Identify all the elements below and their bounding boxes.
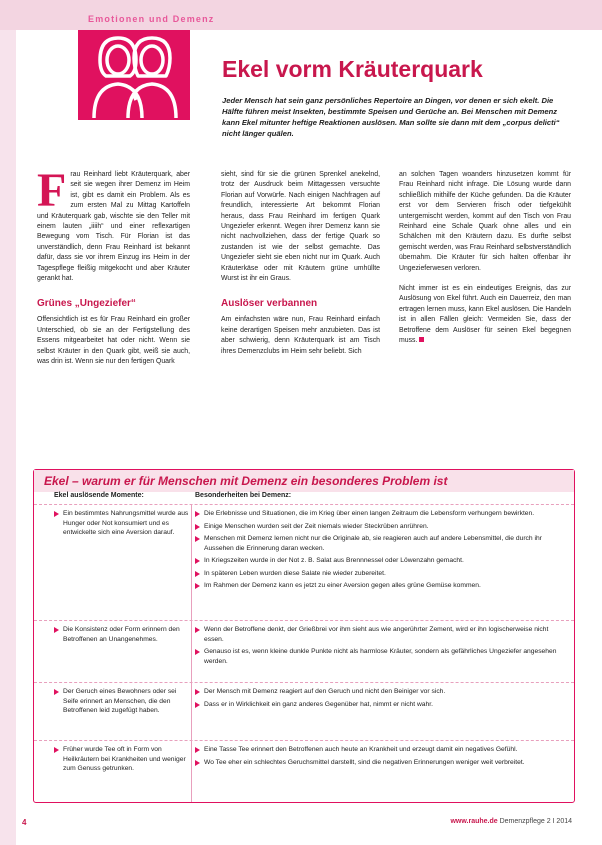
paragraph: Offensichtlich ist es für Frau Reinhard ein großer Unterschied, ob sie an der Fertigstellung des Essens mitgearbeitet hat oder nicht. Wenn sie selbst Kräuter in den Quark gibt, weiß sie auch, was drin ist. Wenn sie nur den fertigen Quark	[37, 316, 190, 366]
row-right-cell	[195, 745, 563, 770]
row-left-cell: Der Geruch eines Bewohners oder sei Seife erinnert an Menschen, die den Betroffenen leid zugefügt haben.	[54, 687, 191, 716]
paragraph: Am einfachsten wäre nun, Frau Reinhard einfach keine derartigen Speisen mehr anzubieten. Das ist aber schwierig, denn Kräuterquark ist am Tisch ihres Demenzclubs im Heim sehr beliebt. Sich	[221, 316, 380, 355]
table-row	[34, 620, 574, 683]
info-box-header	[34, 492, 574, 504]
list-item: Genauso ist es, wenn kleine dunkle Punkte nicht als harmlose Kräuter, sondern als gefährliches Ungeziefer angesehen werden.	[195, 647, 563, 666]
page-number: 4	[22, 818, 27, 827]
table-row	[34, 504, 574, 621]
text-column-2	[221, 170, 380, 357]
list-item: In späteren Leben wurden diese Salate nie wieder zubereitet.	[195, 569, 563, 579]
section-title: Emotionen und Demenz	[88, 14, 215, 24]
paragraph: sieht, sind für sie die grünen Sprenkel anekelnd, trotz der Ausdruck beim Mittagessen versuchte Florian auf Vorwürfe. Nach einigen Nachfragen auf freundlich, interessierte Art bekommt Florian heraus, dass Frau Reinhard im fertigen Quark Ungeziefer erkennt. Wegen ihrer Demenz kann sie nicht nachvollziehen, dass der fertige Quark so zustanden ist wie der selbst gemachte. Das Ungeziefer sieht sie eben nicht nur im Quark. Auch Kräuterkäse oder mit Kräutern grüne umhüllte Wurst ist ihr ein Graus.	[221, 171, 380, 283]
row-right-cell	[195, 509, 563, 594]
column-header-right: Besonderheiten bei Demenz:	[195, 492, 292, 499]
info-box	[33, 469, 575, 803]
list-item: In Kriegszeiten wurde in der Not z. B. Salat aus Brennnessel oder Löwenzahn gemacht.	[195, 556, 563, 566]
end-mark	[419, 337, 424, 342]
paragraph: rau Reinhard liebt Kräuterquark, aber seit sie wegen ihrer Demenz im Heim ist, gibt es damit ein Problem. Als es zum ersten Mal zu Mittag Kartoffeln und Kräuterquark gab, wischte sie den Teller mit einem lauten „iiiih“ und einer reflexartigen Bewegung vom Tisch. Für Florian ist das unverständlich, denn Frau Reinhard ist bekannt dafür, dass sie vor ihrem Einzug ins Heim in der Tagespflege fleißig mitgekocht und aber Kräuter gerankt hat.	[37, 171, 190, 283]
row-left-cell: Die Konsistenz oder Form erinnern den Betroffenen an Unangenehmes.	[54, 625, 191, 644]
footer-info	[450, 818, 572, 825]
row-left-cell: Ein bestimmtes Nahrungsmittel wurde aus Hunger oder Not konsumiert und es entwickelte sich eine Aversion darauf.	[54, 509, 191, 538]
table-row	[34, 740, 574, 803]
row-right-cell	[195, 625, 563, 669]
list-item: Der Mensch mit Demenz reagiert auf den Geruch und nicht den Beiniger vor sich.	[195, 687, 563, 697]
list-item: Dass er in Wirklichkeit ein ganz anderes Gegenüber hat, nimmt er nicht wahr.	[195, 700, 563, 710]
table-row	[34, 682, 574, 741]
row-left-cell: Früher wurde Tee oft in Form von Heilkräutern bei Krankheiten und weniger zum Genuss getrunken.	[54, 745, 191, 774]
paragraph-text: Nicht immer ist es ein eindeutiges Ereignis, das zur Auslösung von Ekel führt. Auch ein Dauerreiz, den man ertragen lernen muss, kann Ekel auslösen. Die Handeln ist in allen Fällen gleich: Vermeiden Sie, dass der Betroffene dem Auslöser für seinen Ekel begegnen muss.	[399, 285, 571, 345]
row-right-cell	[195, 687, 563, 712]
article-title: Ekel vorm Kräuterquark	[222, 56, 483, 82]
footer-site: www.rauhe.de	[450, 818, 498, 825]
column-header-left: Ekel auslösende Momente:	[54, 492, 144, 499]
list-item: Einige Menschen wurden seit der Zeit niemals wieder Steckrüben anrühren.	[195, 522, 563, 532]
list-item: Die Erlebnisse und Situationen, die im Krieg über einen langen Zeitraum die Lebensform verhungern bewirkten.	[195, 509, 563, 519]
list-item: Eine Tasse Tee erinnert den Betroffenen auch heute an Krankheit und erzeugt damit ein negatives Gefühl.	[195, 745, 563, 755]
article-intro: Jeder Mensch hat sein ganz persönliches Repertoire an Dingen, vor denen er sich ekelt. Die Hälfte führen meist Insekten, bestimmte Speisen und Gerüche an. Bei Menschen mit Demenz kann Ekel mitunter heftige Reaktionen auslösen. Man sollte sie dann mit dem „corpus delicti“ nicht länger quälen.	[222, 96, 560, 138]
info-box-title: Ekel – warum er für Menschen mit Demenz ein besonderes Problem ist	[44, 474, 448, 488]
footer-magazine: Demenzpflege 2 I 2014	[499, 818, 572, 825]
info-box-title-bar	[34, 470, 574, 492]
list-item: Im Rahmen der Demenz kann es jetzt zu einer Aversion gegen alles grüne Gemüse kommen.	[195, 581, 563, 591]
paragraph: an solchen Tagen woanders hinzusetzen kommt für Frau Reinhard nicht infrage. Die Lösung wurde dann schließlich mithilfe der Küche gefunden. Da die Kräuter erst vor dem Servieren frisch oder tiefgekühlt untergemischt werden, kommt auf den Tisch von Frau Reinhard eine Schale Quark ohne alles und ein Schälchen mit den Kräutern dazu. Es durfte selbst gemischt werden, was Frau Reinhard selbstverständlich übernahm. Die Kräuter für sich halten offenbar ihr Ungezieferwesen verloren.	[399, 171, 571, 272]
list-item: Wenn der Betroffene denkt, der Grießbrei vor ihm sieht aus wie angerührter Zement, wird er ihn logischerweise nicht essen.	[195, 625, 563, 644]
text-column-3	[399, 170, 571, 347]
people-icon	[78, 30, 190, 120]
paragraph	[399, 284, 571, 346]
subheading: Auslöser verbannen	[221, 298, 318, 310]
subheading: Grünes „Ungeziefer“	[37, 298, 136, 310]
list-item: Wo Tee eher ein schlechtes Geruchsmittel darstellt, sind die negativen Erinnerungen weniger weit verbreitet.	[195, 758, 563, 768]
text-column-1	[37, 164, 190, 368]
drop-cap: F	[37, 164, 67, 217]
list-item: Menschen mit Demenz lernen nicht nur die Originale ab, sie reagieren auch auf andere Lebensmittel, die durch ihr Aussehen die Erinnerung daran wecken.	[195, 534, 563, 553]
left-margin-band	[0, 0, 16, 845]
